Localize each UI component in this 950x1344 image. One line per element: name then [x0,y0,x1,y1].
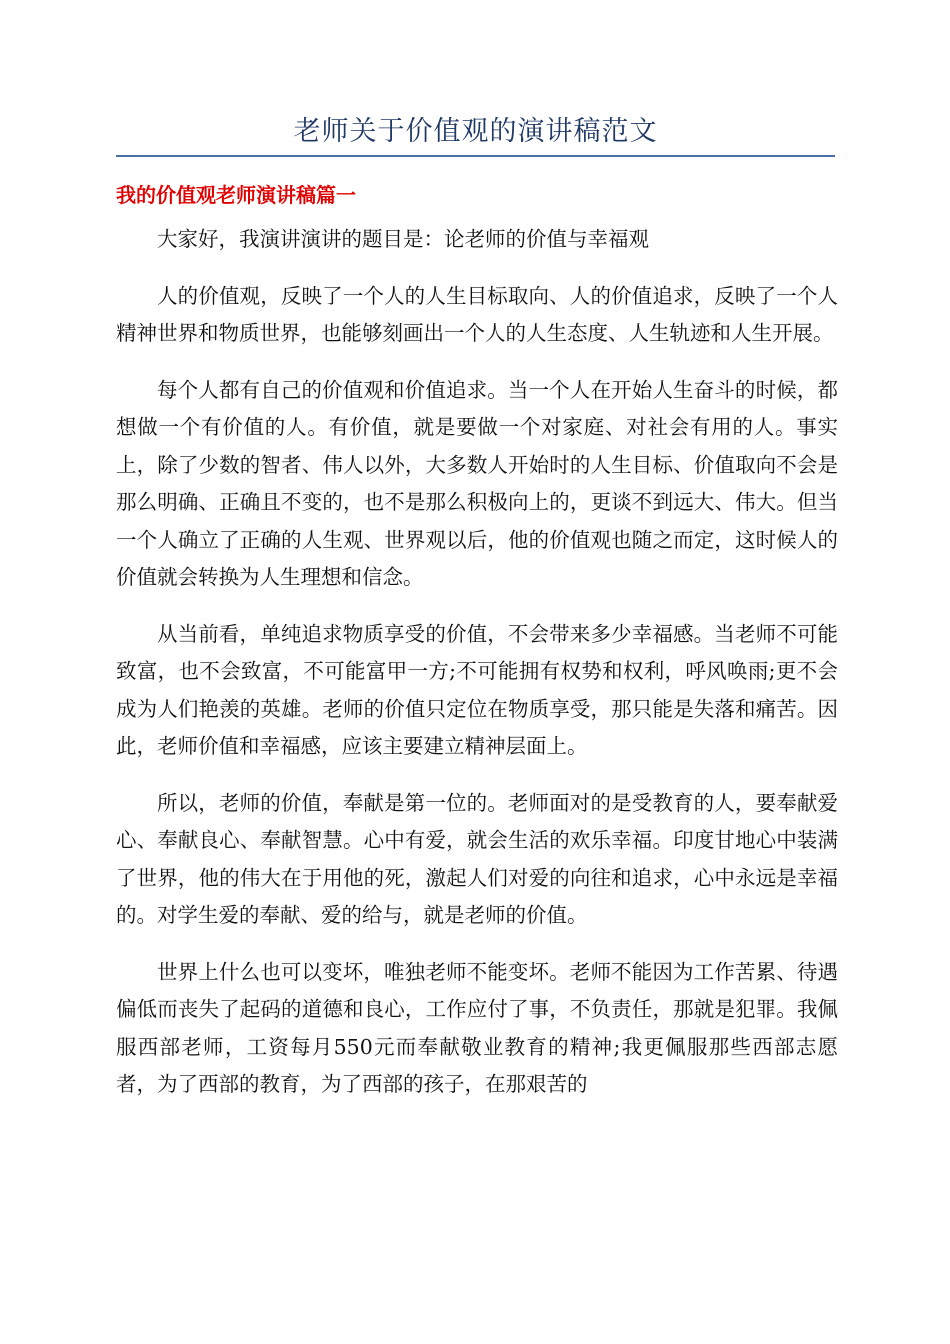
paragraph: 世界上什么也可以变坏，唯独老师不能变坏。老师不能因为工作苦累、待遇偏低而丧失了起码的道德和良心，工作应付了事，不负责任，那就是犯罪。我佩服西部老师，工资每月550元而奉献敬业教育的精神;我更佩服那些西部志愿者，为了西部的教育，为了西部的孩子，在那艰苦的 [116,959,838,1096]
section-heading: 我的价值观老师演讲稿篇一 [116,183,356,207]
paragraph: 从当前看，单纯追求物质享受的价值，不会带来多少幸福感。当老师不可能致富，也不会致富，不可能富甲一方;不可能拥有权势和权利，呼风唤雨;更不会成为人们艳羡的英雄。老师的价值只定位在物质享受，那只能是失落和痛苦。因此，老师价值和幸福感，应该主要建立精神层面上。 [116,621,838,758]
paragraph: 所以，老师的价值，奉献是第一位的。老师面对的是受教育的人，要奉献爱心、奉献良心、奉献智慧。心中有爱，就会生活的欢乐幸福。印度甘地心中装满了世界，他的伟大在于用他的死，激起人们对爱的向往和追求，心中永远是幸福的。对学生爱的奉献、爱的给与，就是老师的价值。 [116,790,838,927]
paragraph-greeting: 大家好，我演讲演讲的题目是：论老师的价值与幸福观 [157,227,649,251]
document-body [116,221,838,1123]
paragraph: 每个人都有自己的价值观和价值追求。当一个人在开始人生奋斗的时候，都想做一个有价值的人。有价值，就是要做一个对家庭、对社会有用的人。事实上，除了少数的智者、伟人以外，大多数人开始时的人生目标、价值取向不会是那么明确、正确且不变的，也不是那么积极向上的，更谈不到远大、伟大。但当一个人确立了正确的人生观、世界观以后，他的价值观也随之而定，这时候人的价值就会转换为人生理想和信念。 [116,377,838,589]
paragraph: 人的价值观，反映了一个人的人生目标取向、人的价值追求，反映了一个人精神世界和物质世界，也能够刻画出一个人的人生态度、人生轨迹和人生开展。 [116,283,838,345]
document-title: 老师关于价值观的演讲稿范文 [293,116,658,147]
title-underline [116,155,835,157]
